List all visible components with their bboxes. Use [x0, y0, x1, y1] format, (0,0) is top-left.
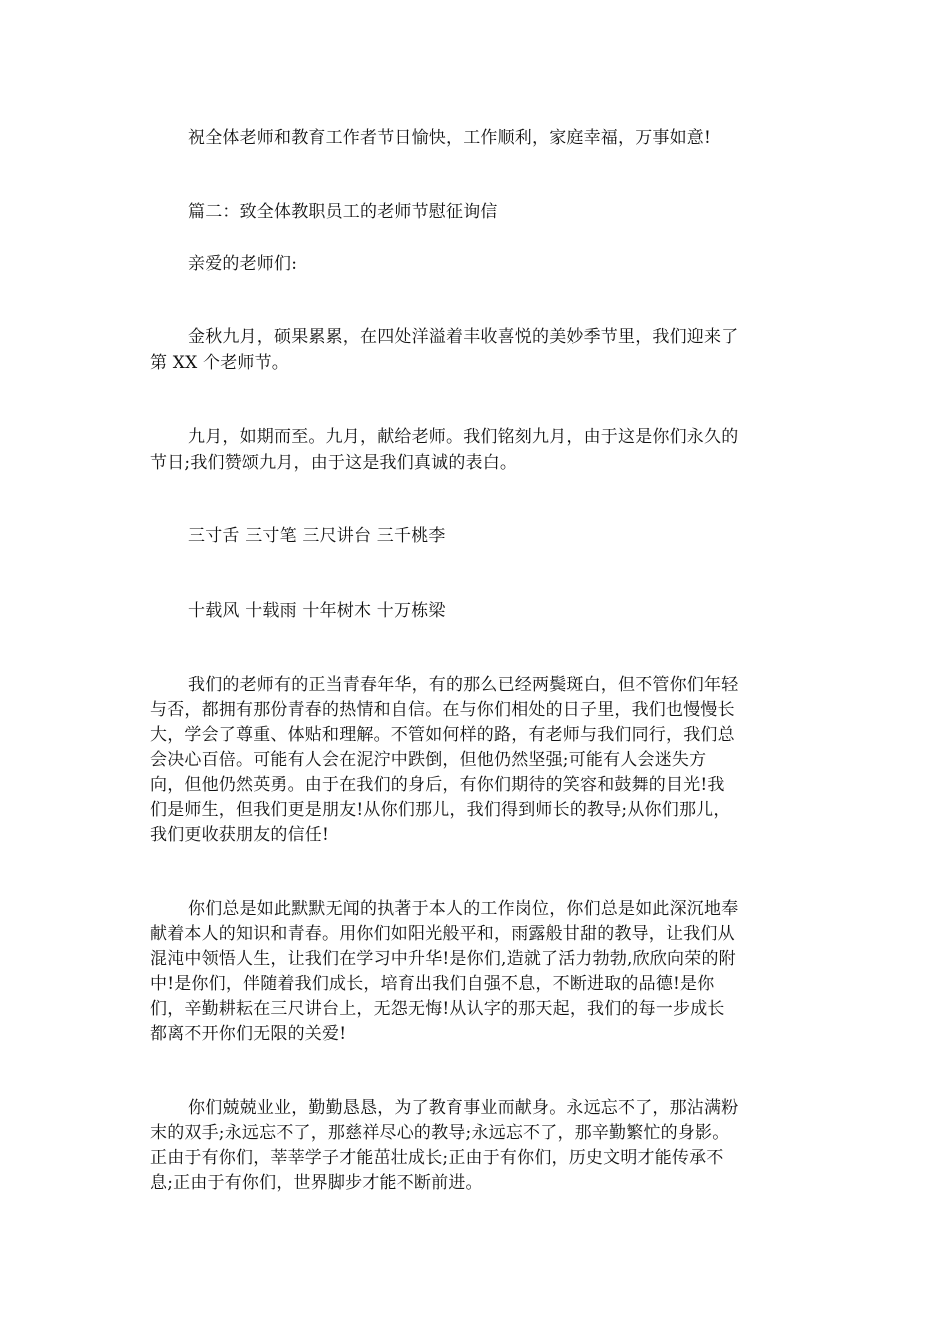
paragraph-line: 与否，都拥有那份青春的热情和自信。在与你们相处的日子里，我们也慢慢长: [150, 700, 735, 720]
paragraph-line: 献着本人的知识和青春。用你们如阳光般平和，雨露般甘甜的教导，让我们从: [150, 924, 735, 944]
paragraph-line: 末的双手;永远忘不了，那慈祥尽心的教导;永远忘不了，那辛勤繁忙的身影。: [150, 1123, 730, 1143]
paragraph-line: 正由于有你们，莘莘学子才能茁壮成长;正由于有你们，历史文明才能传承不: [150, 1148, 724, 1168]
paragraph-line: 你们兢兢业业，勤勤恳恳，为了教育事业而献身。永远忘不了，那沾满粉: [188, 1098, 739, 1118]
section-title: 篇二：致全体教职员工的老师节慰征询信: [188, 202, 498, 222]
paragraph-line: 会决心百倍。可能有人会在泥泞中跌倒，但他仍然坚强;可能有人会迷失方: [150, 750, 707, 770]
paragraph-line: 们，辛勤耕耘在三尺讲台上，无怨无悔!从认字的那天起，我们的每一步成长: [150, 999, 725, 1019]
paragraph-line: 向，但他仍然英勇。由于在我们的身后，有你们期待的笑容和鼓舞的目光!我: [150, 775, 725, 795]
paragraph-line: 第 XX 个老师节。: [150, 353, 290, 373]
paragraph-line: 中!是你们，伴随着我们成长，培育出我们自强不息，不断进取的品德!是你: [150, 974, 715, 994]
paragraph-line: 我们更收获朋友的信任!: [150, 825, 330, 845]
paragraph-line: 你们总是如此默默无闻的执著于本人的工作岗位，你们总是如此深沉地奉: [188, 899, 739, 919]
paragraph-line: 九月，如期而至。九月，献给老师。我们铭刻九月，由于这是你们永久的: [188, 427, 739, 447]
paragraph-line: 混沌中领悟人生，让我们在学习中升华!是你们,造就了活力勃勃,欣欣向荣的附: [150, 949, 736, 969]
salutation: 亲爱的老师们:: [188, 254, 298, 274]
paragraph-line: 都离不开你们无限的关爱!: [150, 1024, 347, 1044]
closing-wish: 祝全体老师和教育工作者节日愉快，工作顺利，家庭幸福，万事如意!: [188, 128, 712, 148]
paragraph-line: 三寸舌 三寸笔 三尺讲台 三千桃李: [188, 526, 446, 546]
paragraph-line: 我们的老师有的正当青春年华，有的那么已经两鬓斑白，但不管你们年轻: [188, 675, 739, 695]
paragraph-line: 十载风 十载雨 十年树木 十万栋梁: [188, 601, 446, 621]
paragraph-line: 金秋九月，硕果累累，在四处洋溢着丰收喜悦的美妙季节里，我们迎来了: [188, 327, 739, 347]
paragraph-line: 节日;我们赞颂九月，由于这是我们真诚的表白。: [150, 453, 518, 473]
paragraph-line: 们是师生，但我们更是朋友!从你们那儿，我们得到师长的教导;从你们那儿，: [150, 800, 731, 820]
paragraph-line: 息;正由于有你们，世界脚步才能不断前进。: [150, 1173, 483, 1193]
paragraph-line: 大，学会了尊重、体贴和理解。不管如何样的路，有老师与我们同行，我们总: [150, 725, 735, 745]
